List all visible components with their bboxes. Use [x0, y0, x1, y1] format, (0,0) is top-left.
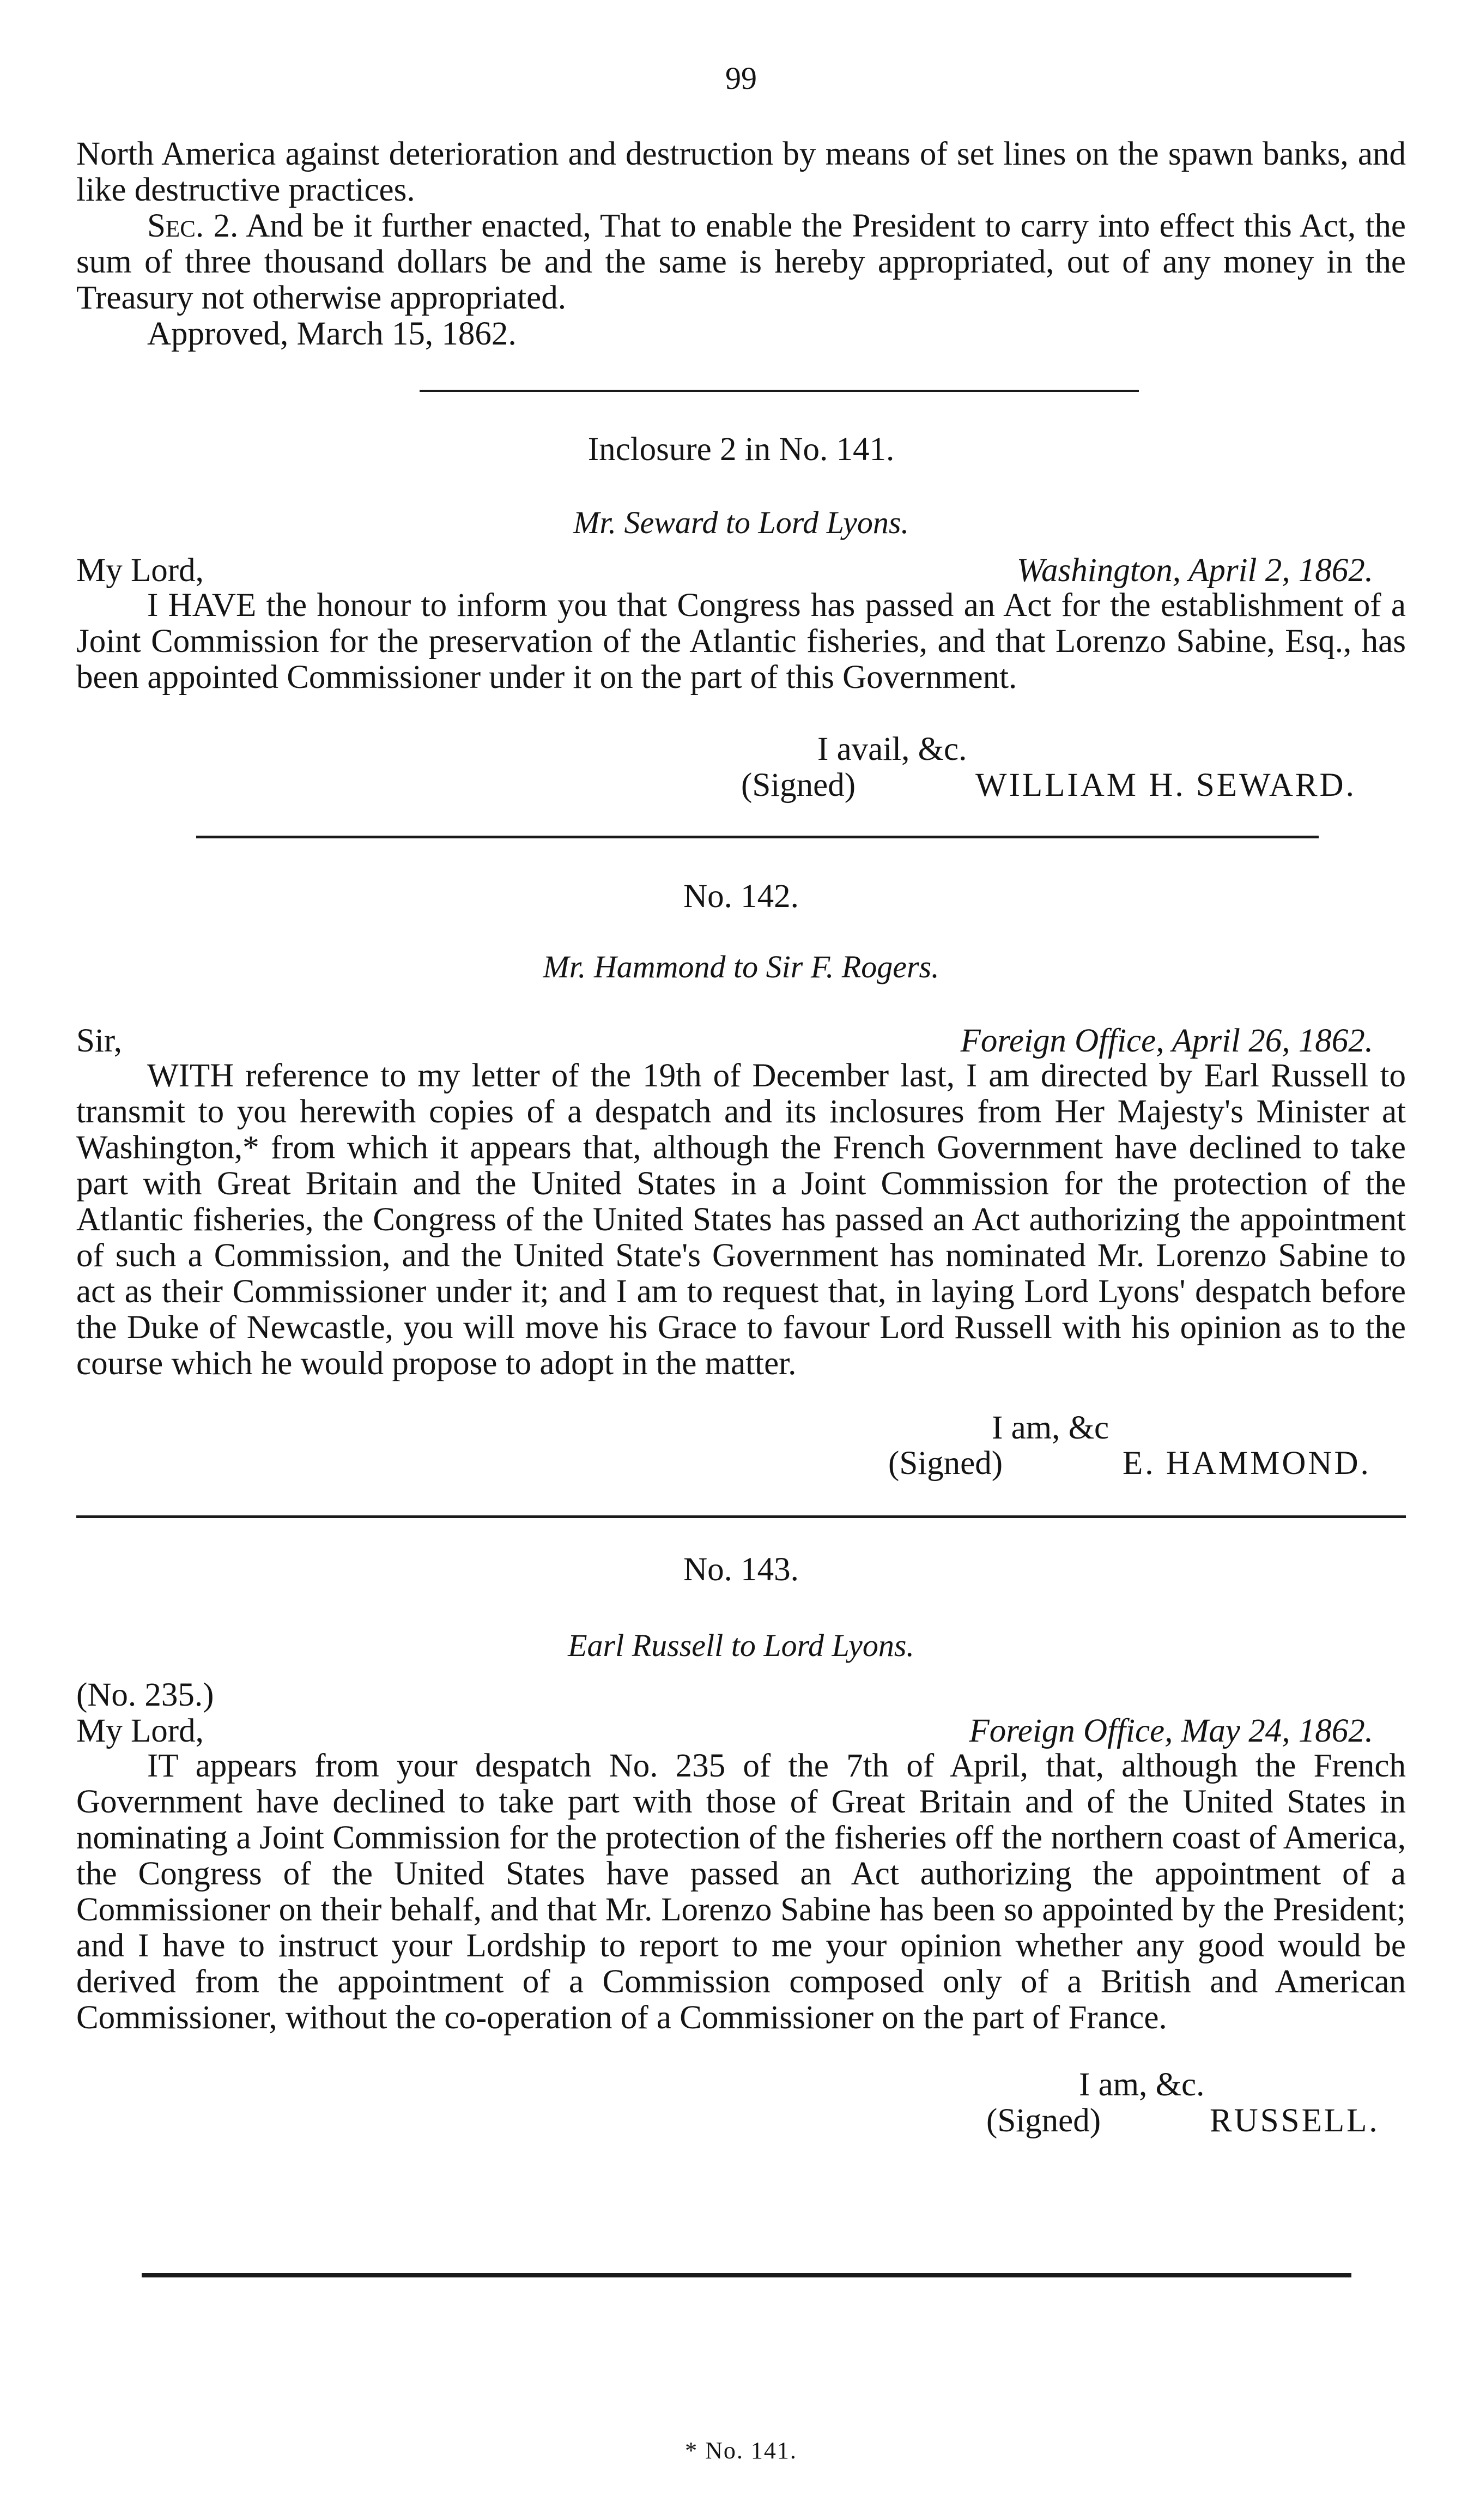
- letter-body: I HAVE the honour to inform you that Congress has passed an Act for the establishment of a Joint Commission for the preservation of the Atlantic fisheries, and that Lorenzo Sabine, Esq., has been appointed Commissioner under it on the part of this Government.: [76, 587, 1406, 696]
- place-date: Washington, April 2, 1862.: [1016, 552, 1373, 589]
- signer: WILLIAM H. SEWARD.: [975, 767, 1356, 803]
- no142-body: [76, 1058, 1406, 1382]
- signed-label: (Signed): [888, 1445, 1003, 1482]
- salutation: Sir,: [76, 1023, 122, 1059]
- no142-heading: No. 142.: [683, 878, 799, 915]
- place-date: Foreign Office, May 24, 1862.: [969, 1713, 1373, 1749]
- divider: [76, 1515, 1406, 1518]
- act-paragraph-1: North America against deterioration and destruction by means of set lines on the spawn banks, and like destructive practices.: [76, 136, 1406, 208]
- divider: [196, 836, 1319, 838]
- inclosure-heading: Inclosure 2 in No. 141.: [587, 431, 895, 468]
- section-label: Sec. 2.: [147, 208, 239, 244]
- letter-body: IT appears from your despatch No. 235 of the 7th of April, that, although the French Government have declined to take part with those of Great Britain and of the United States in nominating a Joint Commission for the protection of the fisheries off the northern coast of America, the Congress of the United States have passed an Act authorizing the appointment of a Commissioner on their behalf, and that Mr. Lorenzo Sabine has been so appointed by the President; and I have to instruct your Lordship to report to me your opinion whether any good would be derived from the appointment of a Commission composed only of a British and American Commissioner, without the co-operation of a Commissioner on the part of France.: [76, 1748, 1406, 2036]
- closing-rule: [142, 2273, 1351, 2277]
- closing: I am, &c: [992, 1410, 1109, 1446]
- section-text: And be it further enacted, That to enable the President to carry into effect this Act, the sum of three thousand dollars be and the same is hereby appropriated, out of any money in the Treasury not otherwise appropriated.: [76, 208, 1406, 316]
- no142-salutation-row: [76, 1022, 1406, 1060]
- approved-line: Approved, March 15, 1862.: [147, 316, 517, 352]
- page-number: 99: [725, 61, 757, 96]
- despatch-reference: (No. 235.): [76, 1677, 214, 1713]
- signer: E. HAMMOND.: [1123, 1445, 1371, 1482]
- signed-label: (Signed): [741, 767, 856, 803]
- closing: I avail, &c.: [817, 731, 967, 768]
- act-section: [76, 136, 1406, 352]
- signer: RUSSELL.: [1210, 2102, 1380, 2139]
- no143-subheading: Earl Russell to Lord Lyons.: [568, 1628, 914, 1663]
- no143-salutation-row: [76, 1712, 1406, 1750]
- no143-body: [76, 1748, 1406, 2036]
- place-date: Foreign Office, April 26, 1862.: [960, 1023, 1373, 1059]
- no142-subheading: Mr. Hammond to Sir F. Rogers.: [543, 949, 939, 984]
- letter-body: WITH reference to my letter of the 19th of December last, I am directed by Earl Russell to transmit to you herewith copies of a despatch and its inclosures from Her Majesty's Minister at Washington,* from which it appears that, although the French Government have declined to take part with Great Britain and the United States in a Joint Commission for the protection of the Atlantic fisheries, the Congress of the United States has passed an Act authorizing the appointment of such a Commission, and the United State's Government has nominated Mr. Lorenzo Sabine to act as their Commissioner under it; and I am to request that, in laying Lord Lyons' despatch before the Duke of Newcastle, you will move his Grace to favour Lord Russell with his opinion as to the course which he would propose to adopt in the matter.: [76, 1057, 1406, 1382]
- inclosure-body: [76, 588, 1406, 696]
- salutation: My Lord,: [76, 1713, 204, 1749]
- inclosure-salutation-row: [76, 552, 1406, 590]
- divider: [420, 390, 1139, 392]
- signed-label: (Signed): [986, 2102, 1101, 2139]
- act-paragraph-2: [76, 208, 1406, 316]
- footnote: * No. 141.: [685, 2437, 797, 2464]
- salutation: My Lord,: [76, 552, 204, 589]
- closing: I am, &c.: [1079, 2066, 1205, 2103]
- no143-heading: No. 143.: [683, 1551, 799, 1588]
- inclosure-subheading: Mr. Seward to Lord Lyons.: [573, 505, 909, 540]
